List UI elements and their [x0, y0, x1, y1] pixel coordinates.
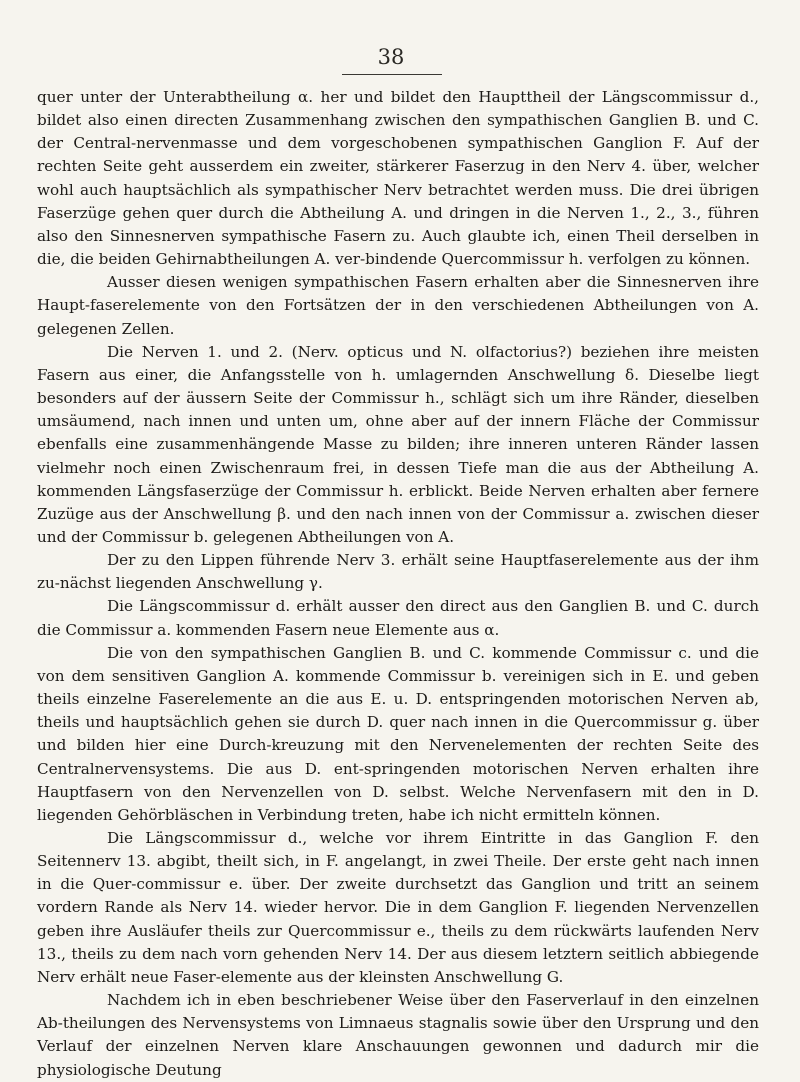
paragraph: Ausser diesen wenigen sympathischen Fasern erhalten aber die Sinnesnerven ihre Haupt-faserelemente von den Fortsätzen der in den verschiedenen Abtheilungen von A. gelegenen Zellen.	[37, 273, 759, 338]
paragraph: Die von den sympathischen Ganglien B. und C. kommende Commissur c. und die von dem sensitiven Ganglion A. kommende Commissur b. vereinigen sich in E. und geben theils einzelne Faserelemente an die aus E. u. D. entspringenden motorischen Nerven ab, theils und hauptsächlich gehen sie durch D. quer nach innen in die Quercommissur g. über und bilden hier eine Durch-kreuzung mit den Nervenelementen der rechten Seite des Centralnervensystems. Die aus D. ent-springenden motorischen Nerven erhalten ihre Hauptfasern von den Nervenzellen von D. selbst. Welche Nervenfasern mit den in D. liegenden Gehörbläschen in Verbindung treten, habe ich nicht ermitteln können.	[37, 643, 759, 824]
paragraph: Die Nerven 1. und 2. (Nerv. opticus und N. olfactorius?) beziehen ihre meisten Fasern aus einer, die Anfangsstelle von h. umlagernden Anschwellung δ. Dieselbe liegt besonders auf der äussern Seite der Commissur h., schlägt sich um ihre Ränder, dieselben umsäumend, nach innen und unten um, ohne aber auf der innern Fläche der Commissur ebenfalls eine zusammenhängende Masse zu bilden; ihre inneren unteren Ränder lassen vielmehr noch einen Zwischenraum frei, in dessen Tiefe man die aus der Abtheilung A. kommenden Längsfaserzüge der Commissur h. erblickt. Beide Nerven erhalten aber fernere Zuzüge aus der Anschwellung β. und den nach innen von der Commissur a. zwischen dieser und der Commissur b. gelegenen Abtheilungen von A.	[37, 342, 759, 546]
body-text	[37, 86, 759, 1082]
paragraph-continued: quer unter der Unterabtheilung α. her und bildet den Haupttheil der Längscommissur d., bildet also einen directen Zusammenhang zwischen den sympathischen Ganglien B. und C. der Central-nervenmasse und dem vorgeschobenen sympathischen Ganglion F. Auf der rechten Seite geht ausserdem ein zweiter, stärkerer Faserzug in den Nerv 4. über, welcher wohl auch hauptsächlich als sympathischer Nerv betrachtet werden muss. Die drei übrigen Faserzüge gehen quer durch die Abtheilung A. und dringen in die Nerven 1., 2., 3., führen also den Sinnesnerven sympathische Fasern zu. Auch glaubte ich, einen Theil derselben in die, die beiden Gehirnabtheilungen A. ver-bindende Quercommissur h. verfolgen zu können.	[37, 88, 759, 269]
page-number-rule	[342, 74, 442, 75]
paragraph: Nachdem ich in eben beschriebener Weise über den Faserverlauf in den einzelnen Ab-theilungen des Nervensystems von Limnaeus stagnalis sowie über den Ursprung und den Verlauf der einzelnen Nerven klare Anschauungen gewonnen und dadurch mir die physiologische Deutung	[37, 991, 759, 1079]
paragraph: Der zu den Lippen führende Nerv 3. erhält seine Hauptfaserelemente aus der ihm zu-nächst liegenden Anschwellung γ.	[37, 551, 759, 593]
paragraph: Die Längscommissur d. erhält ausser den direct aus den Ganglien B. und C. durch die Commissur a. kommenden Fasern neue Elemente aus α.	[37, 597, 759, 639]
paragraph: Die Längscommissur d., welche vor ihrem Eintritte in das Ganglion F. den Seitennerv 13. abgibt, theilt sich, in F. angelangt, in zwei Theile. Der erste geht nach innen in die Quer-commissur e. über. Der zweite durchsetzt das Ganglion und tritt an seinem vordern Rande als Nerv 14. wieder hervor. Die in dem Ganglion F. liegenden Nervenzellen geben ihre Ausläufer theils zur Quercommissur e., theils zu dem rückwärts laufenden Nerv 13., theils zu dem nach vorn gehenden Nerv 14. Der aus diesem letztern seitlich abbiegende Nerv erhält neue Faser-elemente aus der kleinsten Anschwellung G.	[37, 829, 759, 986]
page-number: 38	[377, 45, 405, 69]
